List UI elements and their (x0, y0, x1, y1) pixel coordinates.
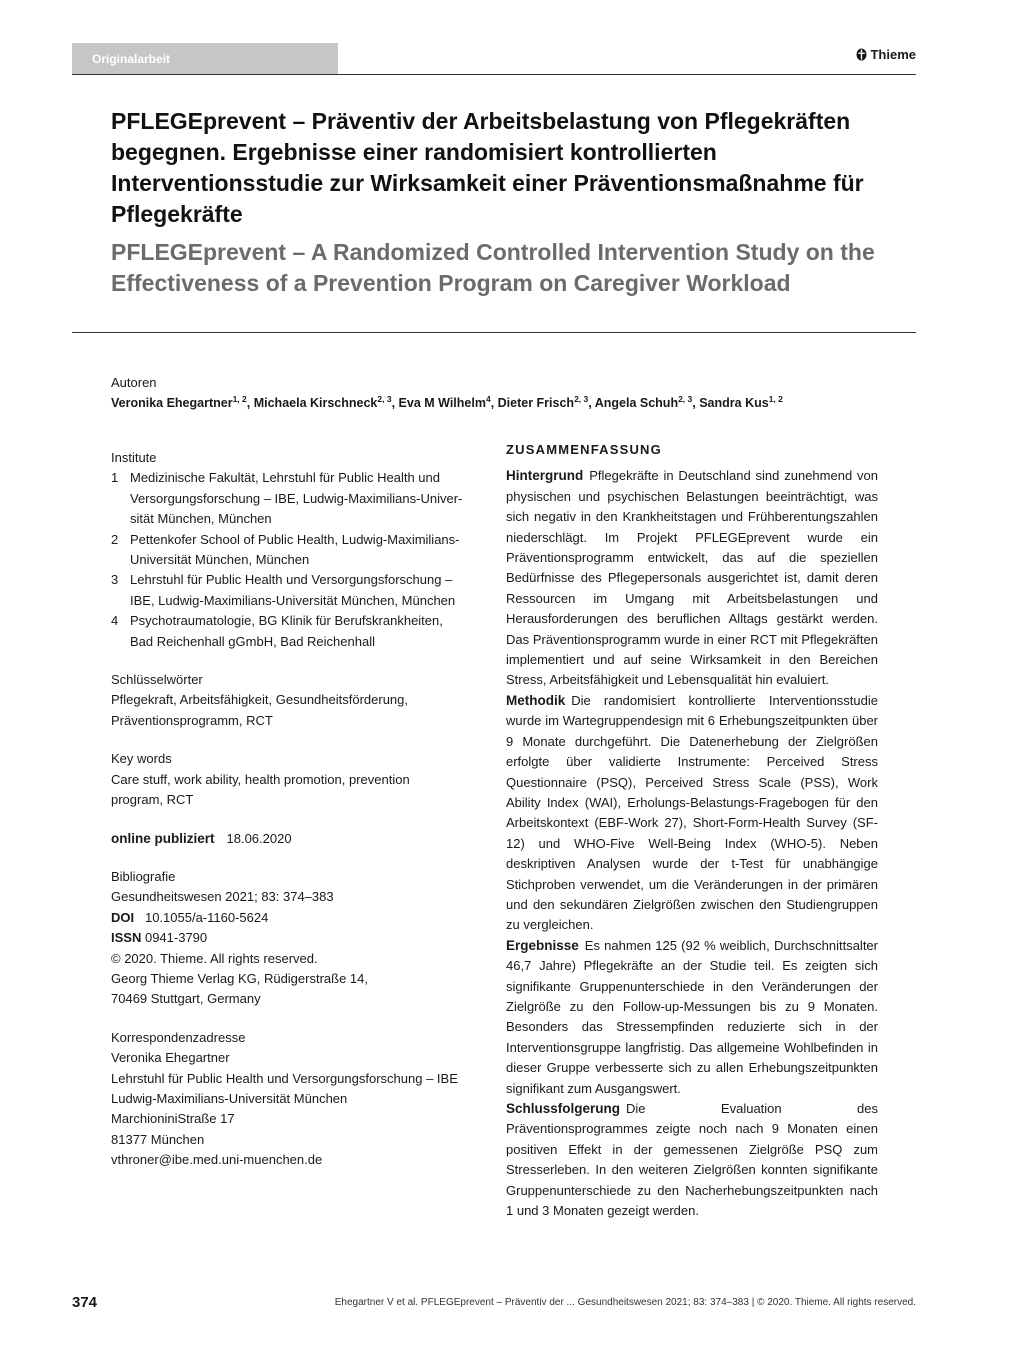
header-rule (72, 74, 916, 75)
institute-line: Psychotraumatologie, BG Klinik für Berufskrankheiten, (130, 613, 443, 629)
author-name: Veronika Ehegartner (111, 396, 233, 411)
footer-citation: Ehegartner V et al. PFLEGEprevent – Präventiv der ... Gesundheitswesen 2021; 83: 374–383 | © 2020. Thieme. All rights reserved. (334, 1297, 916, 1308)
institutes-list (111, 468, 486, 652)
author-affiliation: 2, 3 (377, 394, 392, 404)
abstract-text: Die Evaluation des Präventionsprogrammes zeigte noch nach 9 Monaten einen positiven Effekt in der gemessenen Zielgröße PSQ zum Stresserleben. In den weiteren Zielgrößen konnten signifikante Gruppenunterschiede zu den Nacherhebungszeitpunkten nach 1 und 3 Monaten gezeigt werden. (506, 1101, 878, 1219)
publisher-name: Thieme (870, 47, 916, 62)
author-list (111, 394, 783, 410)
correspondence-line: 81377 München (111, 1131, 205, 1147)
abstract-background (506, 466, 878, 690)
keywords-en-line: program, RCT (111, 792, 194, 808)
keywords-de-line: Pflegekraft, Arbeitsfähigkeit, Gesundheitsförderung, (111, 692, 409, 708)
author-separator: , (588, 396, 595, 411)
correspondence-email[interactable]: vthroner@ibe.med.uni-muenchen.de (111, 1152, 323, 1168)
author-separator: , (246, 396, 254, 411)
page-number: 374 (72, 1294, 98, 1311)
correspondence-line: MarchioniniStraße 17 (111, 1111, 235, 1127)
author-name: Sandra Kus (699, 396, 769, 411)
correspondence-label: Korrespondenzadresse (111, 1029, 246, 1045)
author-affiliation: 2, 3 (678, 394, 693, 404)
author-separator: , (490, 396, 498, 411)
authors-label: Autoren (111, 375, 157, 390)
institute-number: 3 (111, 572, 119, 588)
online-label: online publiziert (111, 830, 215, 846)
abstract-heading: ZUSAMMENFASSUNG (506, 442, 662, 457)
doi-label: DOI (111, 909, 135, 925)
abstract-subheading: Hintergrund (506, 468, 584, 484)
institute-text (130, 468, 462, 529)
issn-value: 0941-3790 (144, 930, 208, 946)
author-affiliation: 4 (485, 394, 491, 404)
keywords-en-line: Care stuff, work ability, health promotion, prevention (111, 771, 410, 787)
doi-row (111, 908, 486, 928)
institute-item (111, 570, 486, 611)
author-separator: , (692, 396, 700, 411)
author-affiliation: 1, 2 (768, 394, 783, 404)
metadata-column (111, 448, 486, 1171)
correspondence-line: Lehrstuhl für Public Health und Versorgungsforschung – IBE (111, 1070, 458, 1086)
publisher-address-line: 70469 Stuttgart, Germany (111, 991, 261, 1007)
bibliography-label: Bibliografie (111, 868, 176, 884)
title-rule (72, 332, 916, 333)
institute-number: 2 (111, 531, 119, 547)
keywords-de-line: Präventionsprogramm, RCT (111, 712, 273, 728)
abstract-results (506, 936, 878, 1099)
author-affiliation: 1, 2 (232, 394, 247, 404)
abstract-methods (506, 691, 878, 936)
keywords-de-label: Schlüsselwörter (111, 672, 203, 688)
institute-item (111, 611, 486, 652)
institute-line: Versorgungsforschung – IBE, Ludwig-Maximilians-Univer- (130, 490, 463, 506)
institute-text (130, 611, 443, 652)
institute-text (130, 530, 460, 571)
abstract-subheading: Ergebnisse (506, 937, 579, 953)
bibliography-section (111, 867, 486, 1010)
author-name: Michaela Kirschneck (253, 396, 378, 411)
abstract-conclusion (506, 1099, 878, 1221)
institute-item (111, 468, 486, 529)
doi-value[interactable]: 10.1055/a-1160-5624 (144, 909, 269, 925)
abstract-subheading: Methodik (506, 692, 566, 708)
institute-item (111, 530, 486, 571)
institute-line: Medizinische Fakultät, Lehrstuhl für Public Health und (130, 470, 440, 486)
correspondence-line: Ludwig-Maximilians-Universität München (111, 1090, 348, 1106)
institute-line: Pettenkofer School of Public Health, Ludwig-Maximilians- (130, 531, 460, 547)
correspondence-section (111, 1028, 486, 1171)
journal-citation: Gesundheitswesen 2021; 83: 374–383 (111, 889, 334, 905)
online-published (111, 829, 486, 849)
institute-line: Lehrstuhl für Public Health und Versorgungsforschung – (130, 572, 453, 588)
keywords-en-label: Key words (111, 751, 172, 767)
thieme-logo-icon (856, 48, 867, 61)
author-name: Dieter Frisch (497, 396, 575, 411)
keywords-en-section (111, 749, 486, 810)
institute-line: sität München, München (130, 511, 272, 527)
abstract-text: Die randomisiert kontrollierte Interventionsstudie wurde im Wartegruppendesign mit 6 Erhebungszeitpunkten über 9 Monate durchgeführt. Die Datenerhebung der Zielgrößen erfolgte über validierte Instrumente: Perceived Stress Questionnaire (PSQ), Perceived Stress Scale (PSS), Work Ability Index (WAI), Erholungs-Belastungs-Fragebogen für den Arbeitskontext (EBF-Work 27), Short-Form-Health Survey (SF-12) und WHO-Five Well-Being Index (WHO-5). Neben deskriptiven Analysen wurde der t-Test für unabhängige Stichproben verwendet, um die Veränderungen in der primären und den sekundären Zielgrößen zwischen den Studiengruppen zu vergleichen. (506, 692, 878, 933)
author-affiliation: 2, 3 (574, 394, 589, 404)
institute-line: IBE, Ludwig-Maximilians-Universität München, München (130, 592, 456, 608)
institute-line: Bad Reichenhall gGmbH, Bad Reichenhall (130, 633, 375, 649)
publisher-logo (856, 47, 916, 62)
institutes-section (111, 448, 486, 652)
correspondence-line: Veronika Ehegartner (111, 1050, 230, 1066)
abstract-text: Es nahmen 125 (92 % weiblich, Durchschnittsalter 46,7 Jahre) Pflegekräfte an der Studie teil. Es zeigten sich signifikante Gruppenunterschiede in den Veränderungen der Zielgröße zu den Follow-up-Messungen bis zu 9 Monaten. Besonders das Stressempfinden reduzierte sich in der Interventionsgruppe langfristig. Das allgemeine Wohlbefinden in dieser Gruppe verbesserte sich zu allen Erhebungszeitpunkten signifikant zum Ausgangswert. (506, 937, 878, 1096)
author-name: Angela Schuh (594, 396, 679, 411)
online-date: 18.06.2020 (226, 830, 292, 846)
keywords-de-section (111, 670, 486, 731)
abstract-subheading: Schlussfolgerung (506, 1101, 621, 1116)
institute-text (130, 570, 455, 611)
institute-number: 1 (111, 470, 119, 486)
issn-label: ISSN (111, 930, 142, 946)
title-english: PFLEGEprevent – A Randomized Controlled Intervention Study on the Effectiveness of a Prevention Program on Caregiver Workload (111, 239, 875, 296)
copyright: © 2020. Thieme. All rights reserved. (111, 950, 318, 966)
publisher-address-line: Georg Thieme Verlag KG, Rüdigerstraße 14, (111, 970, 368, 986)
abstract-text: Pflegekräfte in Deutschland sind zunehmend von physischen und psychischen Belastungen beeinträchtigt, was sich negativ in den Krankheitstagen und Frühberentungszahlen niederschlägt. Im Projekt PFLEGEprevent wurde ein Präventionsprogramm entwickelt, das auf die speziellen Bedürfnisse des Pflegepersonals ausgerichtet ist, damit deren Ressourcen im Umgang mit Arbeitsbelastungen und Herausforderungen des beruflichen Alltags gestärkt werden. Das Präventionsprogramm wurde in einer RCT mit Pflegekräften implementiert und auf seine Wirksamkeit in den Bereichen Stress, Arbeitsfähigkeit und Lebensqualität hin evaluiert. (506, 468, 878, 688)
author-separator: , (391, 396, 399, 411)
abstract (506, 440, 878, 1221)
institute-line: Universität München, München (130, 552, 310, 568)
author-name: Eva M Wilhelm (398, 396, 486, 411)
institutes-label: Institute (111, 450, 157, 465)
issn-row (111, 928, 486, 948)
institute-number: 4 (111, 613, 119, 629)
title-german: PFLEGEprevent – Präventiv der Arbeitsbelastung von Pflegekräften begegnen. Ergebnisse einer randomisiert kontrollierten Interventionsstudie zur Wirksamkeit einer Präventionsmaßnahme für Pflegekräfte (111, 108, 864, 227)
section-label: Originalarbeit (72, 43, 338, 75)
